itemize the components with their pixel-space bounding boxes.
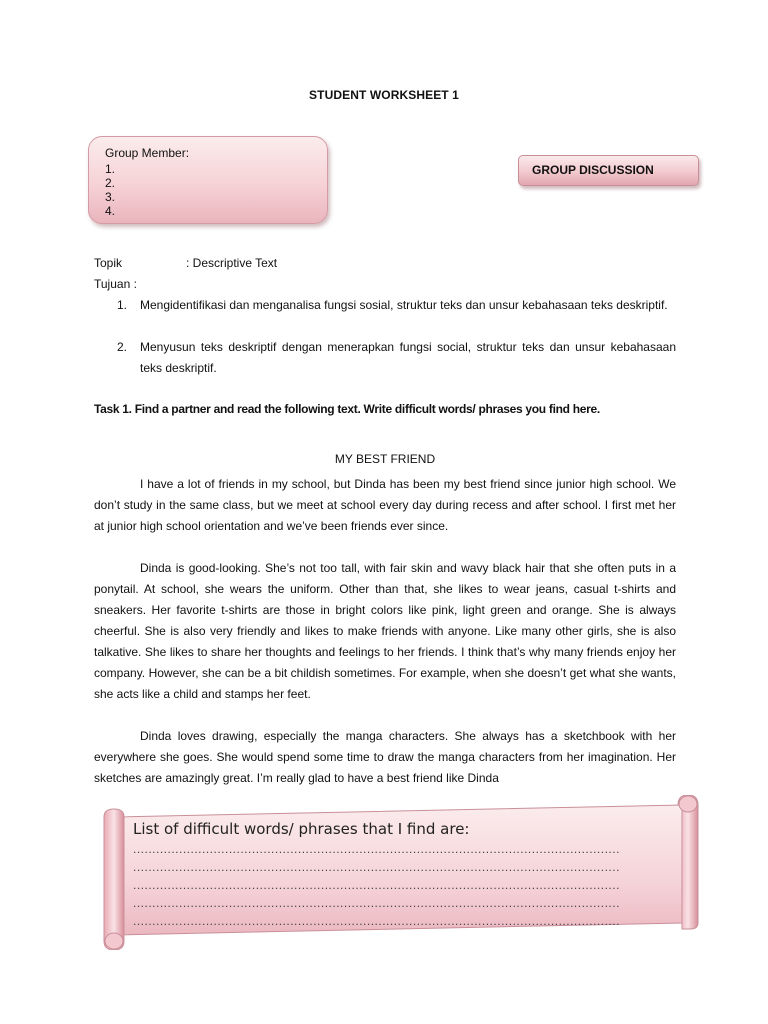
purpose-item-number: 1. [117, 298, 128, 312]
story-paragraph: Dinda loves drawing, especially the manga characters. She always has a sketchbook with her everywhere she goes. She would spend some time to draw the manga characters from her imagination. Her sketches are amazingly great. I’m really glad to have a best friend like Dinda [94, 729, 676, 785]
group-discussion-label: GROUP DISCUSSION [532, 163, 654, 177]
answer-line: ............................................................................................................................... [133, 896, 620, 910]
difficult-words-scroll [100, 795, 702, 950]
group-member-box [88, 136, 328, 224]
purpose-item-text: Menyusun teks deskriptif dengan menerapkan fungsi social, struktur teks dan unsur kebahasaan teks deskriptif. [140, 340, 676, 375]
page-title: STUDENT WORKSHEET 1 [309, 88, 459, 102]
topic-label: Topik [94, 256, 123, 270]
story-paragraph: Dinda is good-looking. She’s not too tall, with fair skin and wavy black hair that she often puts in a ponytail. At school, she wears the uniform. Other than that, she likes to wear jeans, casual t-shirts and sneakers. Her favorite t-shirts are those in bright colors like pink, light green and orange. She is always cheerful. She is also very friendly and likes to make friends with anyone. Like many other girls, she is also talkative. She likes to share her thoughts and feelings to her friends. I think that’s why many friends enjoy her company. However, she can be a bit childish sometimes. For example, when she doesn’t get what she wants, she acts like a child and stamps her feet. [94, 561, 676, 701]
group-member-slot: 2. [105, 176, 116, 190]
answer-line: ............................................................................................................................... [133, 914, 620, 928]
answer-line: ............................................................................................................................... [133, 878, 620, 892]
group-member-slot: 3. [105, 190, 116, 204]
story-title: MY BEST FRIEND [334, 452, 436, 466]
group-discussion-badge [518, 155, 699, 186]
answer-line: ............................................................................................................................... [133, 842, 620, 856]
answer-line: ............................................................................................................................... [133, 860, 620, 874]
difficult-words-label: List of difficult words/ phrases that I find are: [133, 820, 470, 838]
purpose-item-text: Mengidentifikasi dan menganalisa fungsi sosial, struktur teks dan unsur kebahasaan teks deskriptif. [140, 298, 668, 312]
story-paragraph: I have a lot of friends in my school, but Dinda has been my best friend since junior high school. We don’t study in the same class, but we meet at school every day during recess and after school. I first met her at junior high school orientation and we’ve been friends ever since. [94, 477, 676, 533]
group-member-slot: 4. [105, 204, 116, 218]
task-instruction: Task 1. Find a partner and read the following text. Write difficult words/ phrases you find here. [94, 402, 600, 416]
group-member-slot: 1. [105, 162, 116, 176]
purpose-item-number: 2. [117, 340, 128, 354]
purpose-label: Tujuan : [94, 277, 137, 291]
topic-value: : Descriptive Text [186, 256, 278, 270]
group-member-heading: Group Member: [105, 146, 190, 160]
